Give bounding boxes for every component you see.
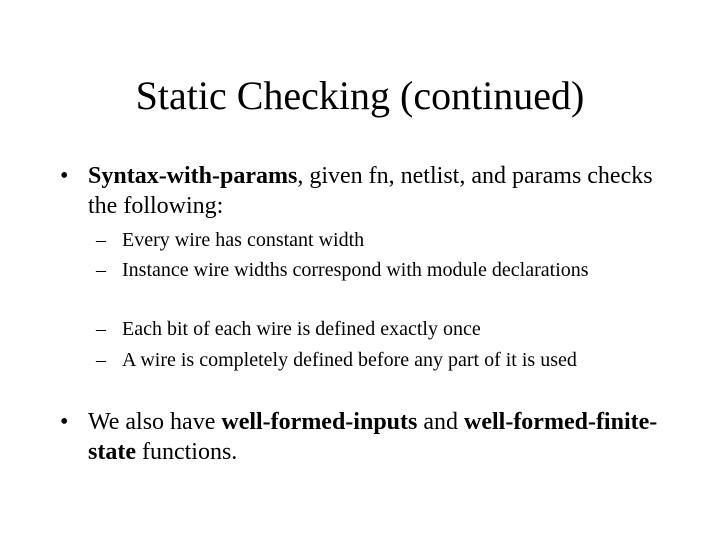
- dash-mark: –: [96, 229, 106, 251]
- bullet-well-formed: [60, 407, 660, 467]
- dash-mark: –: [96, 349, 106, 371]
- subitem-text: Every wire has constant width: [122, 229, 365, 251]
- bullet-text: [88, 407, 660, 467]
- subitem-text: A wire is completely defined before any part of it is used: [122, 349, 577, 371]
- bullet-text-part3: functions.: [135, 439, 238, 465]
- subitem-text: Instance wire widths correspond with module declarations: [122, 259, 589, 281]
- bullet-text-part1: We also have: [88, 409, 222, 435]
- subitem-text: Each bit of each wire is defined exactly once: [122, 318, 481, 340]
- dash-mark: –: [96, 318, 106, 340]
- subitem-2: [96, 257, 656, 283]
- bullet-text-rest: , given fn, netlist, and params checks the following:: [88, 163, 653, 219]
- bullet-syntax-with-params: [60, 161, 660, 221]
- bullet-text-part2: and: [417, 409, 464, 435]
- bullet-mark: •: [60, 163, 69, 189]
- subitem-4: [96, 347, 656, 373]
- bullet-text: [88, 161, 660, 221]
- bold-term-syntax-with-params: Syntax-with-params: [88, 163, 298, 189]
- subitem-3: [96, 316, 656, 342]
- slide-title: Static Checking (continued): [135, 73, 585, 118]
- bullet-mark: •: [60, 409, 69, 435]
- bold-term-well-formed-finite-state: well-formed-finite-state: [88, 409, 658, 465]
- dash-mark: –: [96, 259, 106, 281]
- bold-term-well-formed-inputs: well-formed-inputs: [221, 409, 418, 435]
- subitem-1: [96, 227, 656, 253]
